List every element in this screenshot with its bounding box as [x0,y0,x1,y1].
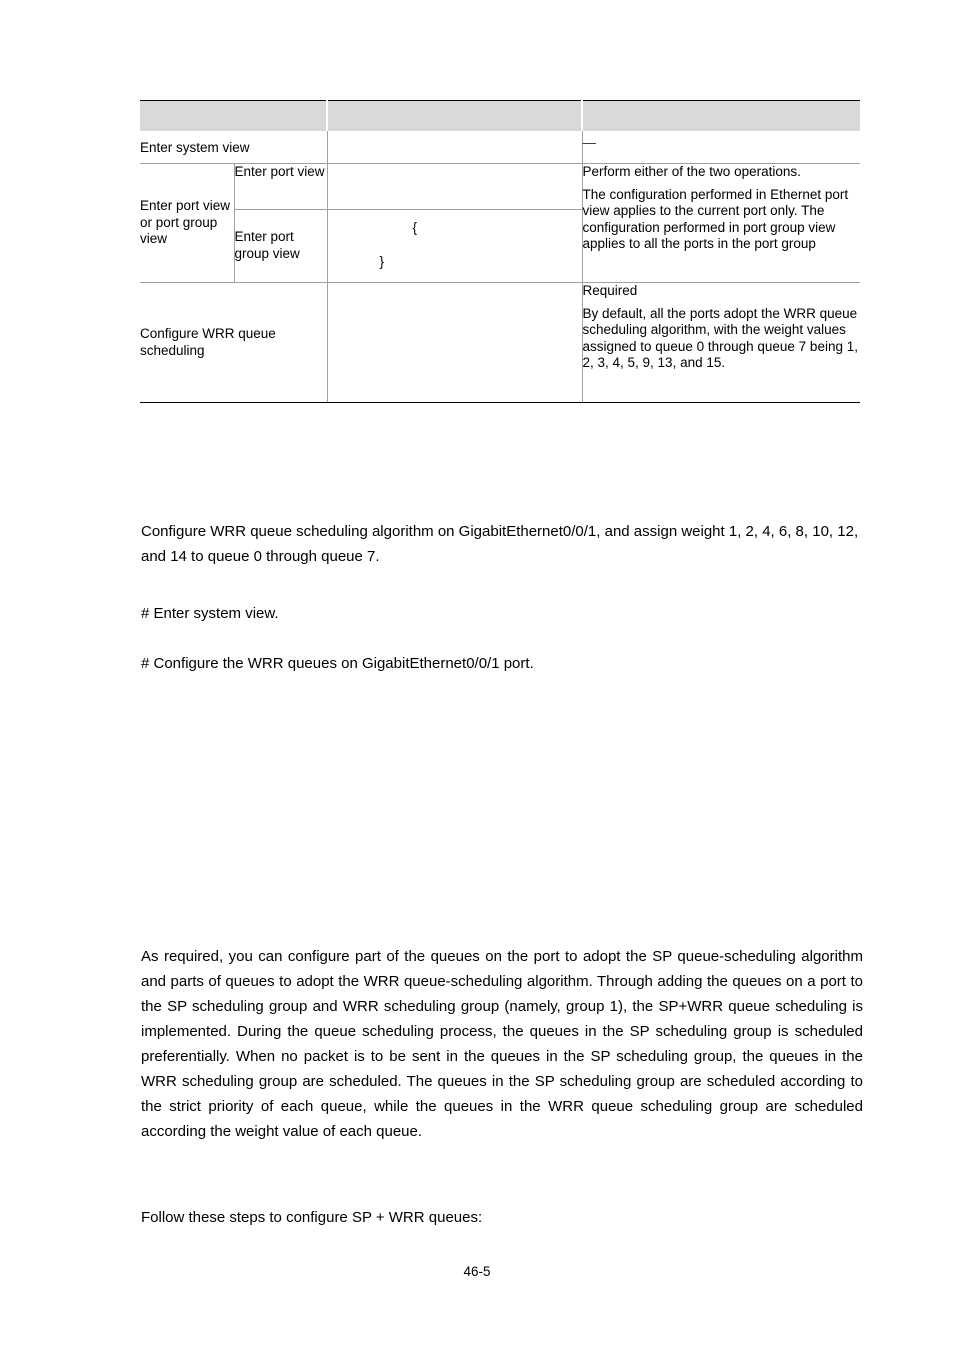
command-cell [327,164,582,210]
follow-steps: Follow these steps to configure SP + WRR queues: [141,1209,483,1226]
remarks-cell [582,164,860,283]
command-cell [327,210,582,283]
command-open-brace: { [412,220,418,235]
header-command [327,101,582,131]
operation-cell: Configure WRR queue scheduling [140,283,327,403]
sp-wrr-paragraph: As required, you can configure part of the queues on the port to adopt the SP queue-scheduling algorithm and parts of queues to adopt the WRR queue-scheduling algorithm. Through adding the queues on a port to the SP scheduling group and WRR scheduling group (namely, group 1), the SP+WRR queue scheduling is implemented. During the queue scheduling process, the queues in the SP scheduling group is scheduled preferentially. When no packet is to be sent in the queues in the SP scheduling group, the queues in the WRR scheduling group are scheduled. The queues in the SP scheduling group are scheduled according to the strict priority of each queue, while the queues in the WRR queue scheduling group are scheduled according the weight value of each queue. [141,948,863,1140]
command-cell [327,131,582,164]
table-row [140,283,860,403]
table-row [140,131,860,164]
remarks-line: The configuration performed in Ethernet port view applies to the current port only. The configuration performed in port group view applies to all the ports in the port group [582,186,849,251]
operation-cell: Enter system view [140,139,250,155]
remarks-line: By default, all the ports adopt the WRR queue scheduling algorithm, with the weight values assigned to queue 0 through queue 7 being 1, 2, 3, 4, 5, 9, 13, and 15. [582,305,858,370]
page-number: 46-5 [463,1264,491,1279]
remarks-cell [582,283,860,403]
command-cell [327,283,582,403]
example-intro: Configure WRR queue scheduling algorithm on GigabitEthernet0/0/1, and assign weight 1, 2, 4, 6, 8, 10, 12, and 14 to queue 0 through queue 7. [141,523,859,565]
operation-cell: Enter port view or port group view [140,164,234,283]
header-remarks [582,101,860,131]
step-enter-system-view: # Enter system view. [141,605,279,622]
table-header-row [140,101,860,131]
sub-operation-cell: Enter port group view [234,210,327,283]
remarks-line: Required [582,283,638,298]
command-close-brace: } [379,254,385,269]
step-configure-wrr: # Configure the WRR queues on GigabitEthernet0/0/1 port. [141,655,534,672]
sub-operation-cell: Enter port view [234,164,327,210]
remarks-line: Perform either of the two operations. [582,164,801,179]
table-row [140,164,860,210]
remarks-cell: — [582,131,860,164]
config-steps-table [140,100,860,403]
header-operation [140,101,327,131]
